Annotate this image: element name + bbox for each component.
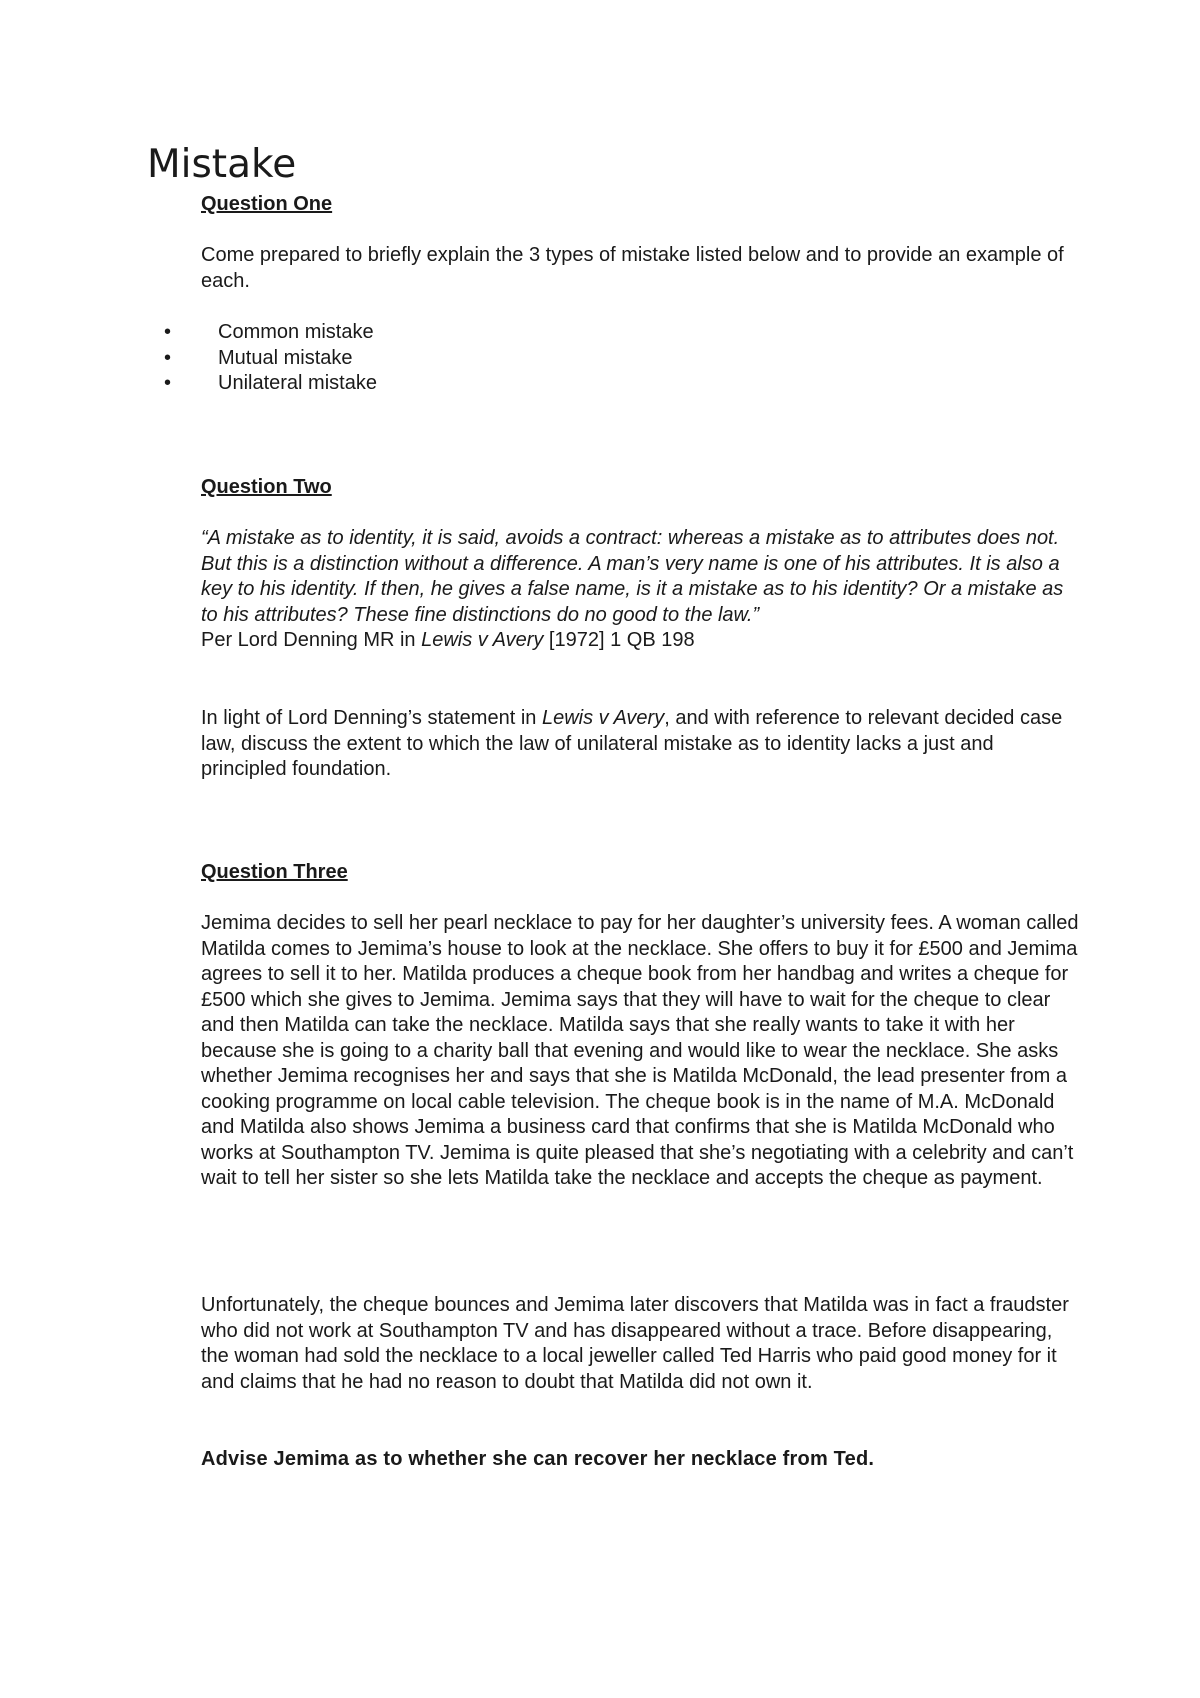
bullet-icon: •	[164, 346, 172, 369]
bullet-icon: •	[164, 321, 172, 343]
question-three-para2-block	[201, 1293, 1081, 1395]
question-two-section	[201, 475, 1081, 501]
mistake-types-list	[160, 320, 377, 397]
question-one-heading: Question One	[201, 193, 333, 215]
question-three-advise-block	[201, 1447, 1081, 1473]
case-name: Lewis v Avery	[421, 629, 544, 651]
scenario-paragraph: Jemima decides to sell her pearl necklace to pay for her daughter’s university fees. A woman called Matilda comes to Jemima’s house to look at the necklace. She offers to buy it for £500 and Jemima agrees to sell it to her. Matilda produces a cheque book from her handbag and writes a cheque for £500 which she gives to Jemima. Jemima says that they will have to wait for the cheque to clear and then Matilda can take the necklace. Matilda says that she really wants to take it with her because she is going to a charity ball that evening and would like to wear the necklace. She asks whether Jemima recognises her and says that she is Matilda McDonald, the lead presenter from a cooking programme on local cable television. The cheque book is in the name of M.A. McDonald and Matilda also shows Jemima a business card that confirms that she is Matilda McDonald who works at Southampton TV. Jemima is quite pleased that she’s negotiating with a celebrity and can’t wait to tell her sister so she lets Matilda take the necklace and accepts the cheque as payment.	[201, 912, 1079, 1189]
question-two-task-block	[201, 706, 1081, 783]
denning-quote: “A mistake as to identity, it is said, avoids a contract: whereas a mistake as to attributes does not. But this is a distinction without a difference. A man’s very name is one of his attributes. It is also a key to his identity. If then, he gives a false name, is it a mistake as to his identity? Or a mistake as to his attributes? These fine distinctions do no good to the law.”	[201, 527, 1064, 626]
question-three-para1-block	[201, 911, 1081, 1192]
question-one-section	[201, 192, 1081, 218]
advise-instruction: Advise Jemima as to whether she can recover her necklace from Ted.	[201, 1448, 875, 1470]
bullet-icon: •	[164, 372, 172, 394]
list-item-label: Common mistake	[218, 321, 374, 343]
question-two-heading: Question Two	[201, 476, 332, 498]
quote-citation: Per Lord Denning MR in Lewis v Avery [1972] 1 QB 198	[201, 629, 695, 651]
question-two-task: In light of Lord Denning’s statement in Lewis v Avery, and with reference to relevant decided case law, discuss the extent to which the law of unilateral mistake as to identity lacks a just and principled foundation.	[201, 707, 1063, 780]
page-title: Mistake	[147, 142, 297, 187]
question-two-quote-block	[201, 526, 1081, 654]
question-three-heading: Question Three	[201, 861, 348, 883]
question-one-intro-block	[201, 243, 1081, 294]
list-item-label: Mutual mistake	[218, 346, 353, 369]
scenario-paragraph: Unfortunately, the cheque bounces and Jemima later discovers that Matilda was in fact a fraudster who did not work at Southampton TV and has disappeared without a trace. Before disappearing, the woman had sold the necklace to a local jeweller called Ted Harris who paid good money for it and claims that he had no reason to doubt that Matilda did not own it.	[201, 1294, 1069, 1393]
list-item	[160, 346, 377, 372]
list-item-label: Unilateral mistake	[218, 372, 377, 394]
question-one-intro: Come prepared to briefly explain the 3 types of mistake listed below and to provide an example of each.	[201, 244, 1064, 292]
case-name: Lewis v Avery	[541, 707, 665, 729]
list-item	[160, 371, 377, 397]
question-three-section	[201, 860, 1081, 886]
list-item	[160, 320, 377, 346]
